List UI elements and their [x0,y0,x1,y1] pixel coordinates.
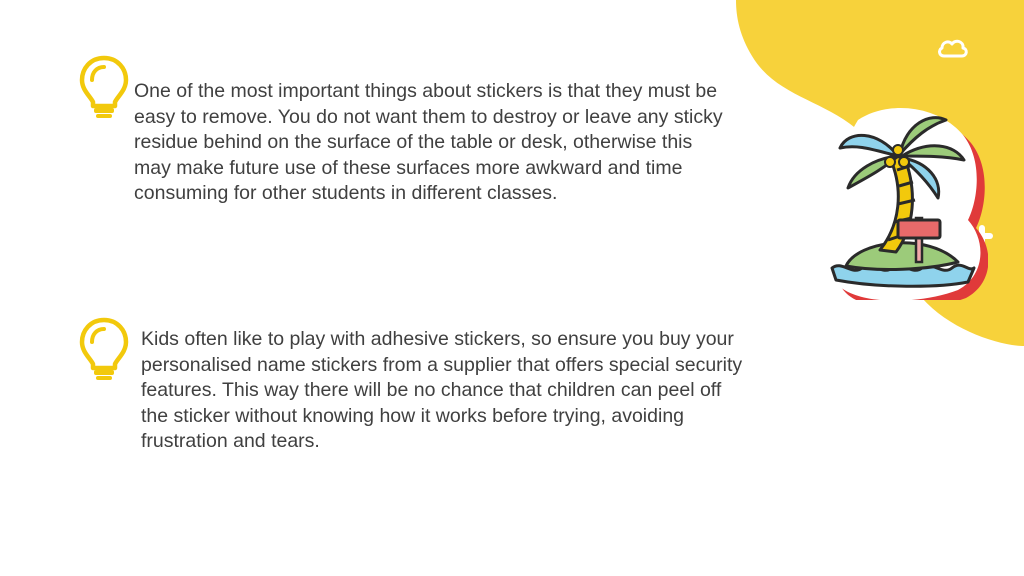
paragraph-1: One of the most important things about stickers is that they must be easy to remove. You do not want them to destroy or leave any sticky residue behind on the surface of the table or desk, otherwise this may make future use of these surfaces more awkward and time consuming for other students in different classes. [134,80,723,205]
lightbulb-icon [78,316,130,382]
paragraph-2: Kids often like to play with adhesive stickers, so ensure you buy your personalised name stickers from a supplier that offers special security features. This way there will be no chance that children can peel off the sticker without knowing how it works before trying, avoiding frustration and tears. [141,328,743,453]
cloud-icon [936,36,970,60]
lightbulb-icon [78,54,130,120]
palm-island-sticker-icon [818,100,988,300]
